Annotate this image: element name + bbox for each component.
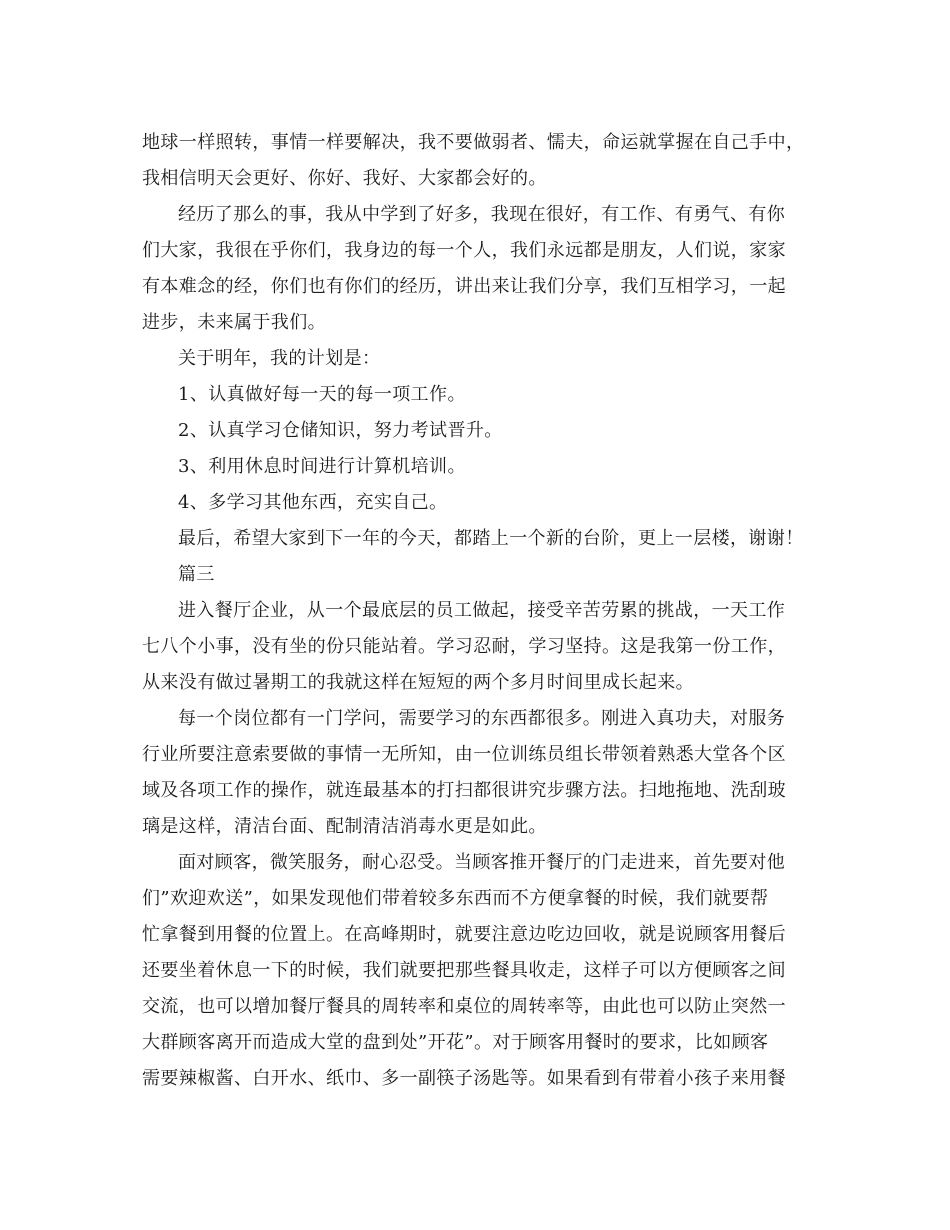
- text-line: 最后，希望大家到下一年的今天，都踏上一个新的台阶，更上一层楼，谢谢！: [178, 528, 804, 549]
- list-item: 2、认真学习仓储知识，努力考试晋升。: [178, 420, 503, 441]
- text-line: 们大家，我很在乎你们，我身边的每一个人，我们永远都是朋友，人们说，家家: [142, 240, 786, 261]
- text-line: 面对顾客，微笑服务，耐心忍受。当顾客推开餐厅的门走进来，首先要对他: [178, 852, 786, 873]
- text-line: 们”欢迎欢送”，如果发现他们带着较多东西而不方便拿餐的时候，我们就要帮: [142, 888, 769, 909]
- text-line: 行业所要注意索要做的事情一无所知，由一位训练员组长带领着熟悉大堂各个区: [142, 744, 786, 765]
- text-line: 域及各项工作的操作，就连最基本的打扫都很讲究步骤方法。扫地拖地、洗刮玻: [142, 780, 786, 801]
- section-heading: 篇三: [178, 564, 215, 585]
- text-line: 交流，也可以增加餐厅餐具的周转率和桌位的周转率等，由此也可以防止突然一: [142, 996, 786, 1017]
- text-line: 七八个小事，没有坐的份只能站着。学习忍耐，学习坚持。这是我第一份工作，: [142, 636, 786, 657]
- text-line: 大群顾客离开而造成大堂的盘到处”开花”。对于顾客用餐时的要求，比如顾客: [142, 1032, 769, 1053]
- text-line: 我相信明天会更好、你好、我好、大家都会好的。: [142, 168, 547, 189]
- text-line: 需要辣椒酱、白开水、纸巾、多一副筷子汤匙等。如果看到有带着小孩子来用餐: [142, 1068, 786, 1089]
- text-line: 还要坐着休息一下的时候，我们就要把那些餐具收走，这样子可以方便顾客之间: [142, 960, 786, 981]
- text-line: 忙拿餐到用餐的位置上。在高峰期时，就要注意边吃边回收，就是说顾客用餐后: [142, 924, 786, 945]
- text-line: 地球一样照转，事情一样要解决，我不要做弱者、懦夫，命运就掌握在自己手中，: [142, 132, 805, 153]
- document-body: [142, 125, 808, 1097]
- text-line: 有本难念的经，你们也有你们的经历，讲出来让我们分享，我们互相学习，一起: [142, 276, 786, 297]
- text-line: 经历了那么的事，我从中学到了好多，我现在很好，有工作、有勇气、有你: [178, 204, 786, 225]
- text-line: 关于明年，我的计划是：: [178, 348, 381, 369]
- text-line: 每一个岗位都有一门学问，需要学习的东西都很多。刚进入真功夫，对服务: [178, 708, 786, 729]
- text-line: 进步，未来属于我们。: [142, 312, 326, 333]
- text-line: 璃是这样，清洁台面、配制清洁消毒水更是如此。: [142, 816, 547, 837]
- list-item: 1、认真做好每一天的每一项工作。: [178, 384, 466, 405]
- list-item: 3、利用休息时间进行计算机培训。: [178, 456, 466, 477]
- text-line: 进入餐厅企业，从一个最底层的员工做起，接受辛苦劳累的挑战，一天工作: [178, 600, 786, 621]
- list-item: 4、多学习其他东西，充实自己。: [178, 492, 448, 513]
- text-line: 从来没有做过暑期工的我就这样在短短的两个多月时间里成长起来。: [142, 672, 694, 693]
